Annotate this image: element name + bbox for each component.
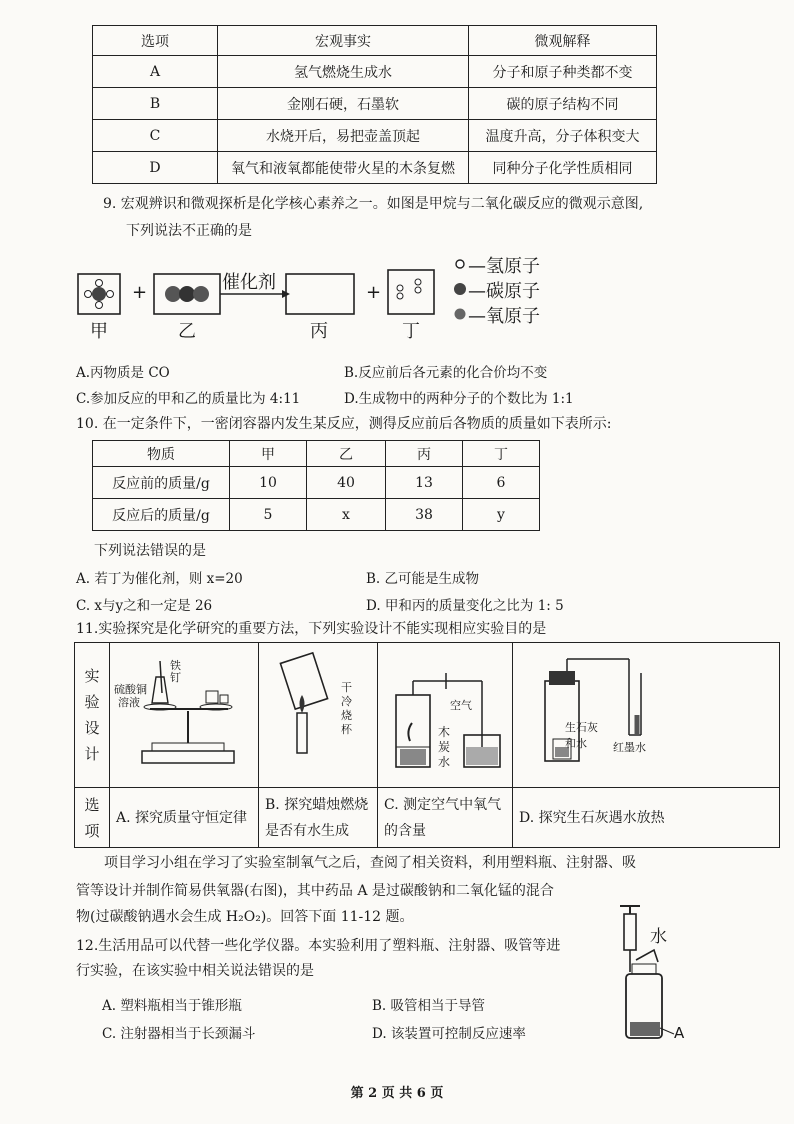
experiment-d-figure: 生石灰 和水 红墨水 (513, 643, 780, 788)
table-cell: 碳的原子结构不同 (469, 88, 657, 120)
q12-stem-cont: 行实验，在该实验中相关说法错误的是 (76, 963, 314, 979)
q9-option-a: A.丙物质是 CO (76, 365, 170, 381)
table-cell: 40 (307, 467, 386, 499)
experiment-a-figure: 铁 钉 硫酸铜 溶液 (110, 643, 259, 788)
q10-option-d: D. 甲和丙的质量变化之比为 1: 5 (366, 598, 564, 614)
table-cell: B (93, 88, 218, 120)
experiment-c-figure: 空气 木 炭 水 (378, 643, 513, 788)
q12-option-c: C. 注射器相当于长颈漏斗 (102, 1026, 256, 1042)
table-cell: 10 (230, 467, 307, 499)
table-cell: 分子和原子种类都不变 (469, 56, 657, 88)
table-cell: D (93, 152, 218, 184)
intro-line-2: 管等设计并制作简易供氧器(右图)，其中药品 A 是过碳酸钠和二氧化锰的混合 (76, 883, 554, 899)
table-cell: 氧气和液氧都能使带火星的木条复燃 (218, 152, 469, 184)
q9-stem: 9. 宏观辨识和微观探析是化学核心素养之一。如图是甲烷与二氧化碳反应的微观示意图, (103, 196, 644, 212)
species-label-ding: 丁 (402, 321, 420, 342)
table-header: 宏观事实 (218, 26, 469, 56)
catalyst-label: 催化剂 (222, 272, 276, 293)
page-footer: 第 2 页 共 6 页 (350, 1086, 444, 1101)
reaction-diagram (70, 252, 590, 342)
table-header: 丙 (386, 441, 463, 467)
table-header: 物质 (93, 441, 230, 467)
species-label-yi: 乙 (178, 321, 196, 342)
q10-option-b: B. 乙可能是生成物 (366, 571, 480, 587)
table-header: 丁 (463, 441, 540, 467)
q11-option-a: A. 探究质量守恒定律 (110, 788, 259, 848)
q11-option-d: D. 探究生石灰遇水放热 (513, 788, 780, 848)
table-cell: 氢气燃烧生成水 (218, 56, 469, 88)
species-label-jia: 甲 (90, 321, 108, 342)
table-header: 甲 (230, 441, 307, 467)
experiment-table-q11 (74, 642, 780, 848)
table-header: 微观解释 (469, 26, 657, 56)
reagent-a-label: A (674, 1024, 685, 1042)
table-cell: 金刚石硬，石墨软 (218, 88, 469, 120)
legend-carbon: —碳原子 (468, 281, 540, 302)
plus-sign: + (132, 282, 148, 303)
table-cell: C (93, 120, 218, 152)
water-label: 水 (650, 927, 667, 947)
intro-line-1: 项目学习小组在学习了实验室制氧气之后，查阅了相关资料，利用塑料瓶、注射器、吸 (104, 855, 636, 871)
experiment-b-figure: 干 冷 烧 杯 (259, 643, 378, 788)
q9-stem-cont: 下列说法不正确的是 (126, 223, 252, 239)
q12-option-a: A. 塑料瓶相当于锥形瓶 (102, 998, 242, 1014)
table-cell: A (93, 56, 218, 88)
q9-option-b: B.反应前后各元素的化合价均不变 (344, 365, 548, 381)
q9-option-d: D.生成物中的两种分子的个数比为 1:1 (344, 391, 574, 407)
table-cell: 38 (386, 499, 463, 531)
table-cell: y (463, 499, 540, 531)
plus-sign: + (366, 282, 382, 303)
balance-scale-icon (110, 643, 258, 783)
table-header: 选项 (93, 26, 218, 56)
oxygen-atom-icon (165, 286, 181, 302)
q10-option-c: C. x与y之和一定是 26 (76, 598, 213, 614)
q11-option-c: C. 测定空气中氧气的含量 (378, 788, 513, 848)
table-cell: 13 (386, 467, 463, 499)
row-header-option: 选项 (75, 788, 110, 848)
table-cell: 反应前的质量/g (93, 467, 230, 499)
legend-oxygen: —氧原子 (468, 306, 540, 327)
q12-stem: 12.生活用品可以代替一些化学仪器。本实验利用了塑料瓶、注射器、吸管等进 (76, 938, 561, 954)
q11-stem: 11.实验探究是化学研究的重要方法，下列实验设计不能实现相应实验目的是 (76, 621, 547, 637)
hydrogen-atom-icon (96, 280, 103, 287)
row-header-design: 实验设计 (75, 643, 110, 788)
q10-prompt: 下列说法错误的是 (94, 543, 206, 559)
quicklime-water-icon (515, 643, 777, 783)
mass-table-q10 (92, 440, 540, 531)
q12-option-d: D. 该装置可控制反应速率 (372, 1026, 526, 1042)
species-label-bing: 丙 (310, 321, 328, 342)
table-cell: 5 (230, 499, 307, 531)
carbon-atom-icon (92, 287, 106, 301)
table-cell: 温度升高，分子体积变大 (469, 120, 657, 152)
table-cell: 同种分子化学性质相同 (469, 152, 657, 184)
table-header: 乙 (307, 441, 386, 467)
q12-option-b: B. 吸管相当于导管 (372, 998, 486, 1014)
q11-option-b: B. 探究蜡烛燃烧是否有水生成 (259, 788, 378, 848)
table-cell: 水烧开后，易把壶盖顶起 (218, 120, 469, 152)
q9-option-c: C.参加反应的甲和乙的质量比为 4:11 (76, 391, 301, 407)
table-cell: x (307, 499, 386, 531)
intro-line-3: 物(过碳酸钠遇水会生成 H₂O₂)。回答下面 11-12 题。 (76, 909, 414, 925)
answer-table-q8 (92, 25, 657, 184)
table-cell: 6 (463, 467, 540, 499)
candle-beaker-icon (259, 643, 377, 783)
legend-hydrogen: —氢原子 (468, 256, 540, 277)
q10-option-a: A. 若丁为催化剂，则 x=20 (76, 571, 243, 587)
table-cell: 反应后的质量/g (93, 499, 230, 531)
oxygen-generator-figure (606, 900, 706, 1050)
q10-stem: 10. 在一定条件下，一密闭容器内发生某反应，测得反应前后各物质的质量如下表所示: (76, 416, 612, 432)
